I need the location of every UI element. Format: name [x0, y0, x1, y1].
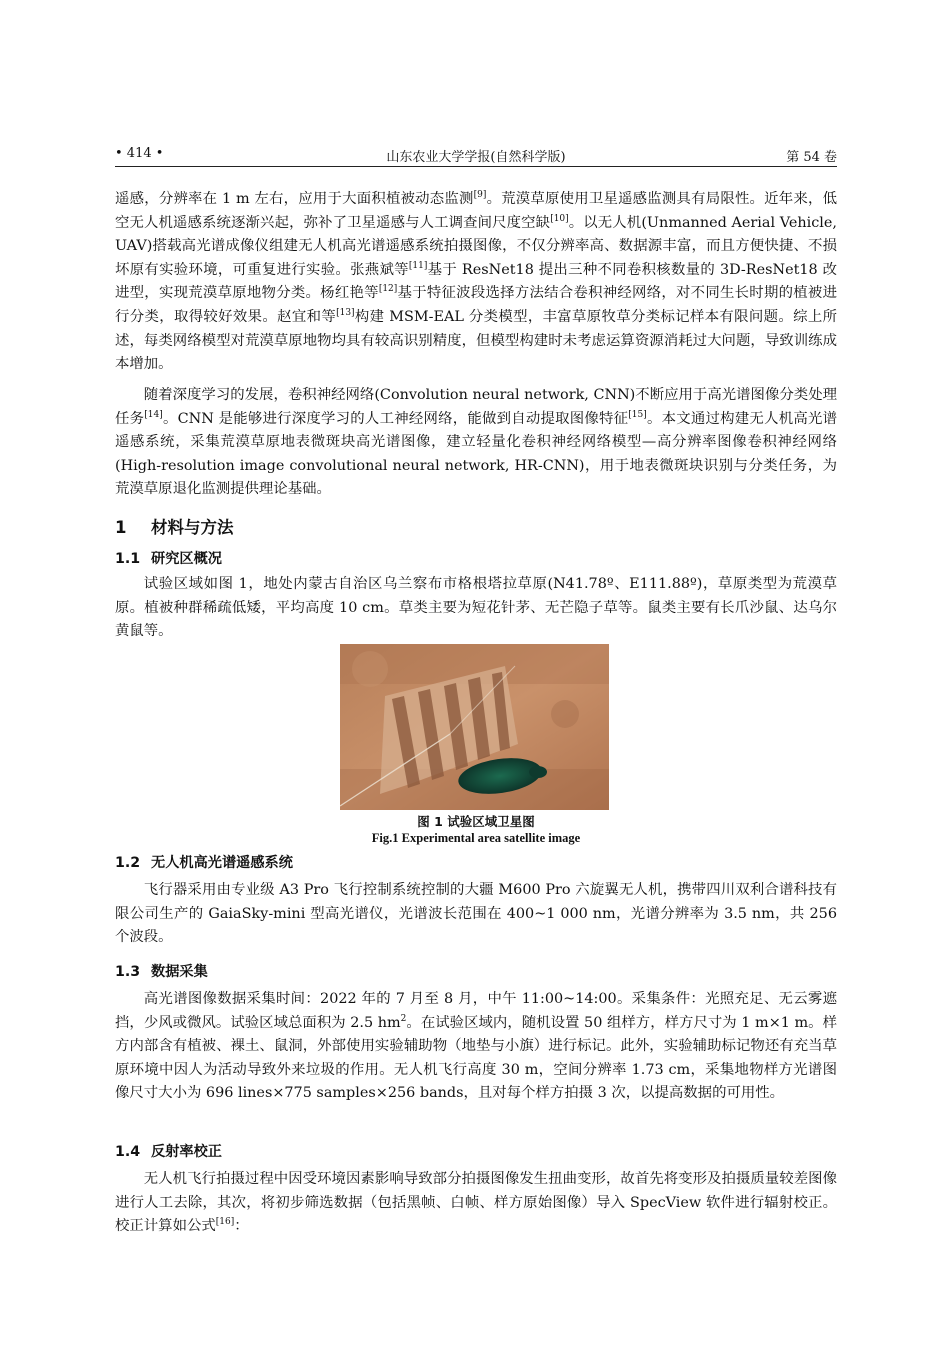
figure-caption-cn: 图 1 试验区域卫星图 — [417, 814, 535, 829]
section-heading-1-4: 1.4 反射率校正 — [115, 1144, 222, 1160]
citation: [14] — [144, 409, 163, 420]
running-header — [115, 146, 837, 167]
section-heading-1-3: 1.3 数据采集 — [115, 964, 208, 980]
citation: [15] — [628, 409, 647, 420]
section-heading-1-2: 1.2 无人机高光谱遥感系统 — [115, 855, 293, 871]
journal-title: 山东农业大学学报(自然科学版) — [386, 150, 566, 165]
citation: [9] — [473, 190, 487, 201]
satellite-image — [340, 644, 609, 810]
citation: [12] — [378, 284, 398, 295]
page-number: • 414 • — [115, 146, 164, 161]
study-area-paragraph: 试验区域如图 1，地处内蒙古自治区乌兰察布市格根塔拉草原(N41.78º、E111.88º)，草原类型为荒漠草原。植被种群稀疏低矮，平均高度 10 cm。草类主要为短花针茅、无芒隐子草等。鼠类主要有长爪沙鼠、达乌尔黄鼠等。 — [115, 576, 837, 640]
superscript: 2 — [400, 1013, 407, 1024]
section-heading-1-1: 1.1 研究区概况 — [115, 551, 222, 567]
citation: [16] — [215, 1217, 235, 1228]
uav-system-paragraph: 飞行器采用由专业级 A3 Pro 飞行控制系统控制的大疆 M600 Pro 六旋翼无人机，携带四川双利合谱科技有限公司生产的 GaiaSky-mini 型高光谱仪，光谱波长范围在 400~1 000 nm，光谱分辨率为 3.5 nm，共 256 个波段。 — [115, 882, 837, 946]
figure-caption-en: Fig.1 Experimental area satellite image — [371, 831, 581, 845]
section-heading-1: 1 材料与方法 — [115, 518, 234, 537]
intro-paragraph-2: 随着深度学习的发展，卷积神经网络(Convolution neural network, CNN)不断应用于高光谱图像分类处理任务[14]。CNN 是能够进行深度学习的人工神经网络，能做到自动提取图像特征[15]。本文通过构建无人机高光谱遥感系统，采集荒漠草原地表微斑块高光谱图像，建立轻量化卷积神经网络模型—高分辨率图像卷积神经网络(High-resolution image convolutional neural network, HR-CNN)，用于地表微斑块识别与分类任务，为荒漠草原退化监测提供理论基础。 — [115, 387, 837, 498]
citation: [13] — [336, 308, 355, 319]
intro-paragraph-1: 遥感，分辨率在 1 m 左右，应用于大面积植被动态监测[9]。荒漠草原使用卫星遥感监测具有局限性。近年来，低空无人机遥感系统逐渐兴起，弥补了卫星遥感与人工调查间尺度空缺[10]。以无人机(Unmanned Aerial Vehicle, UAV)搭载高光谱成像仪组建无人机高光谱遥感系统拍摄图像，不仅分辨率高、数据源丰富，而且方便快捷、不损坏原有实验环境，可重复进行实验。张燕斌等[11]基于 ResNet18 提出三种不同卷积核数量的 3D-ResNet18 改进型，实现荒漠草原地物分类。杨红艳等[12]基于特征波段选择方法结合卷积神经网络，对不同生长时期的植被进行分类，取得较好效果。赵宜和等[13]构建 MSM-EAL 分类模型，丰富草原牧草分类标记样本有限问题。综上所述，每类网络模型对荒漠草原地物均具有较高识别精度，但模型构建时未考虑运算资源消耗过大问题，导致训练成本增加。 — [115, 190, 837, 373]
volume-label: 第 54 卷 — [786, 150, 837, 165]
citation: [11] — [408, 260, 428, 271]
data-collection-paragraph: 高光谱图像数据采集时间：2022 年的 7 月至 8 月，中午 11:00~14:00。采集条件：光照充足、无云雾遮挡，少风或微风。试验区域总面积为 2.5 $hm^2$。在试验区域内，随机设置 50 组样方，样方尺寸为 1 m×1 m。样方内部含有植被、裸土、鼠洞，外部使用实验辅助物（地垫与小旗）进行标记。此外，实验辅助标记物还有充当草原环境中因人为活动导致外来垃圾的作用。无人机飞行高度 30 m，空间分辨率 1.73 cm，采集地物样方光谱图像尺寸大小为 696 lines×775 samples×256 bands，且对每个样方拍摄 3 次，以提高数据的可用性。 — [115, 991, 837, 1102]
reflectance-paragraph: 无人机飞行拍摄过程中因受环境因素影响导致部分拍摄图像发生扭曲变形，故首先将变形及拍摄质量较差图像进行人工去除，其次，将初步筛选数据（包括黑帧、白帧、样方原始图像）导入 SpecView 软件进行辐射校正。校正计算如公式[16]： — [115, 1171, 837, 1235]
citation: [10] — [550, 213, 569, 224]
